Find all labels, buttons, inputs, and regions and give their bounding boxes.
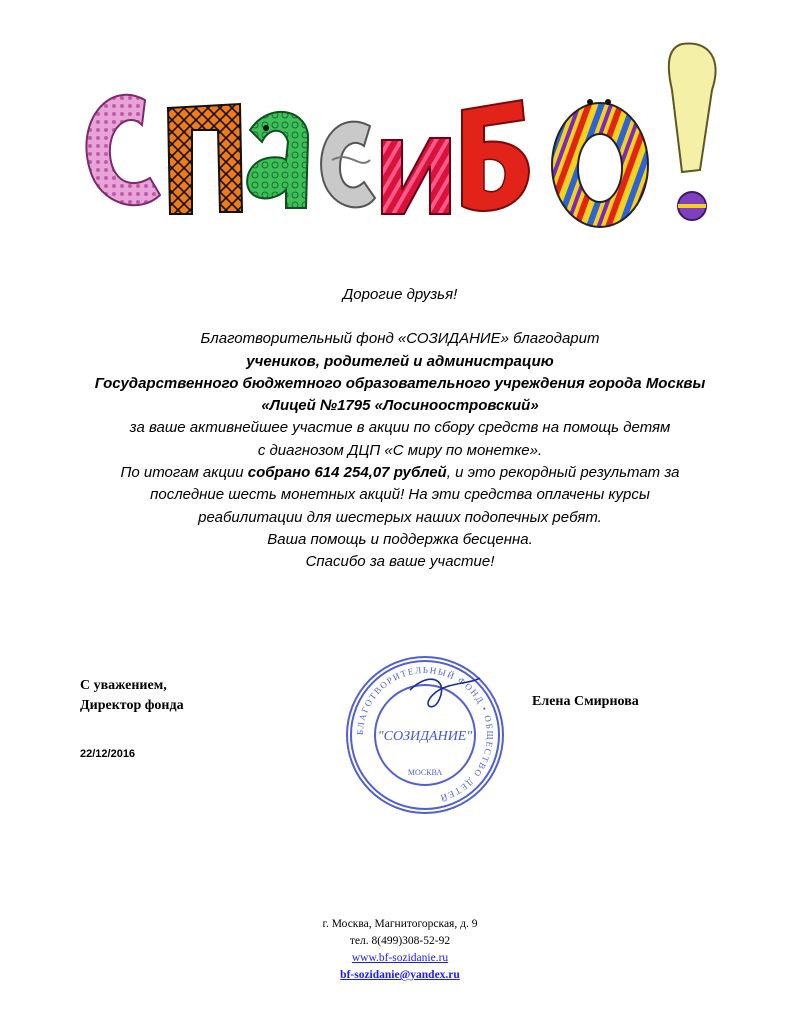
letter-line: за ваше активнейшее участие в акции по сбору средств на помощь детям	[129, 419, 671, 437]
letter-line: с диагнозом ДЦП «С миру по монетке».	[257, 441, 543, 459]
letter-date: 22/12/2016	[80, 748, 136, 760]
signer-name: Елена Смирнова	[532, 694, 639, 709]
total-suffix: , и это рекордный результат за	[446, 464, 680, 482]
letter-line-bold: Государственного бюджетного образовательного учреждения города Москвы	[94, 374, 706, 392]
footer-phone: тел. 8(499)308-52-92	[349, 935, 451, 947]
letter-body	[40, 284, 760, 574]
title-letter-b	[462, 100, 529, 211]
letter-line-total	[40, 462, 760, 484]
title-artwork	[70, 30, 730, 230]
stamp-seal	[340, 650, 510, 820]
title-letter-s	[86, 95, 160, 205]
footer-contacts	[0, 916, 800, 984]
title-letter-i	[382, 138, 450, 214]
footer-email-link[interactable]: bf-sozidanie@yandex.ru	[340, 969, 460, 981]
letter-line: Благотворительный фонд «СОЗИДАНИЕ» благодарит	[200, 330, 600, 348]
seal-center-text: "СОЗИДАНИЕ"	[377, 729, 473, 744]
footer-website-link[interactable]: www.bf-sozidanie.ru	[351, 952, 449, 964]
letter-line: реабилитации для шестерых наших подопечных ребят.	[198, 508, 602, 526]
letter-line: последние шесть монетных акций! На эти средства оплачены курсы	[150, 486, 650, 504]
title-letter-o	[552, 99, 648, 227]
letter-line-bold: «Лицей №1795 «Лосиноостровский»	[261, 397, 539, 415]
footer-address: г. Москва, Магнитогорская, д. 9	[322, 918, 478, 930]
seal-ring-text: БЛАГОТВОРИТЕЛЬНЫЙ ФОНД • ОБЩЕСТВО ДЕТЕЙ	[354, 664, 496, 804]
closing-position: Директор фонда	[80, 698, 184, 713]
title-letter-s2	[321, 122, 375, 208]
closing-block	[80, 676, 184, 716]
total-prefix: По итогам акции	[120, 464, 248, 482]
title-exclamation	[669, 43, 716, 220]
letter-line: Спасибо за ваше участие!	[305, 553, 495, 571]
closing-regards: С уважением,	[80, 678, 167, 693]
letter-line: Ваша помощь и поддержка бесценна.	[267, 530, 533, 548]
total-amount: собрано 614 254,07 рублей	[247, 464, 447, 482]
title-letter-a	[247, 112, 308, 208]
greeting: Дорогие друзья!	[342, 286, 458, 303]
letter-line-bold: учеников, родителей и администрацию	[246, 352, 554, 370]
title-letter-p	[168, 104, 242, 214]
seal-city-text: МОСКВА	[407, 768, 443, 777]
